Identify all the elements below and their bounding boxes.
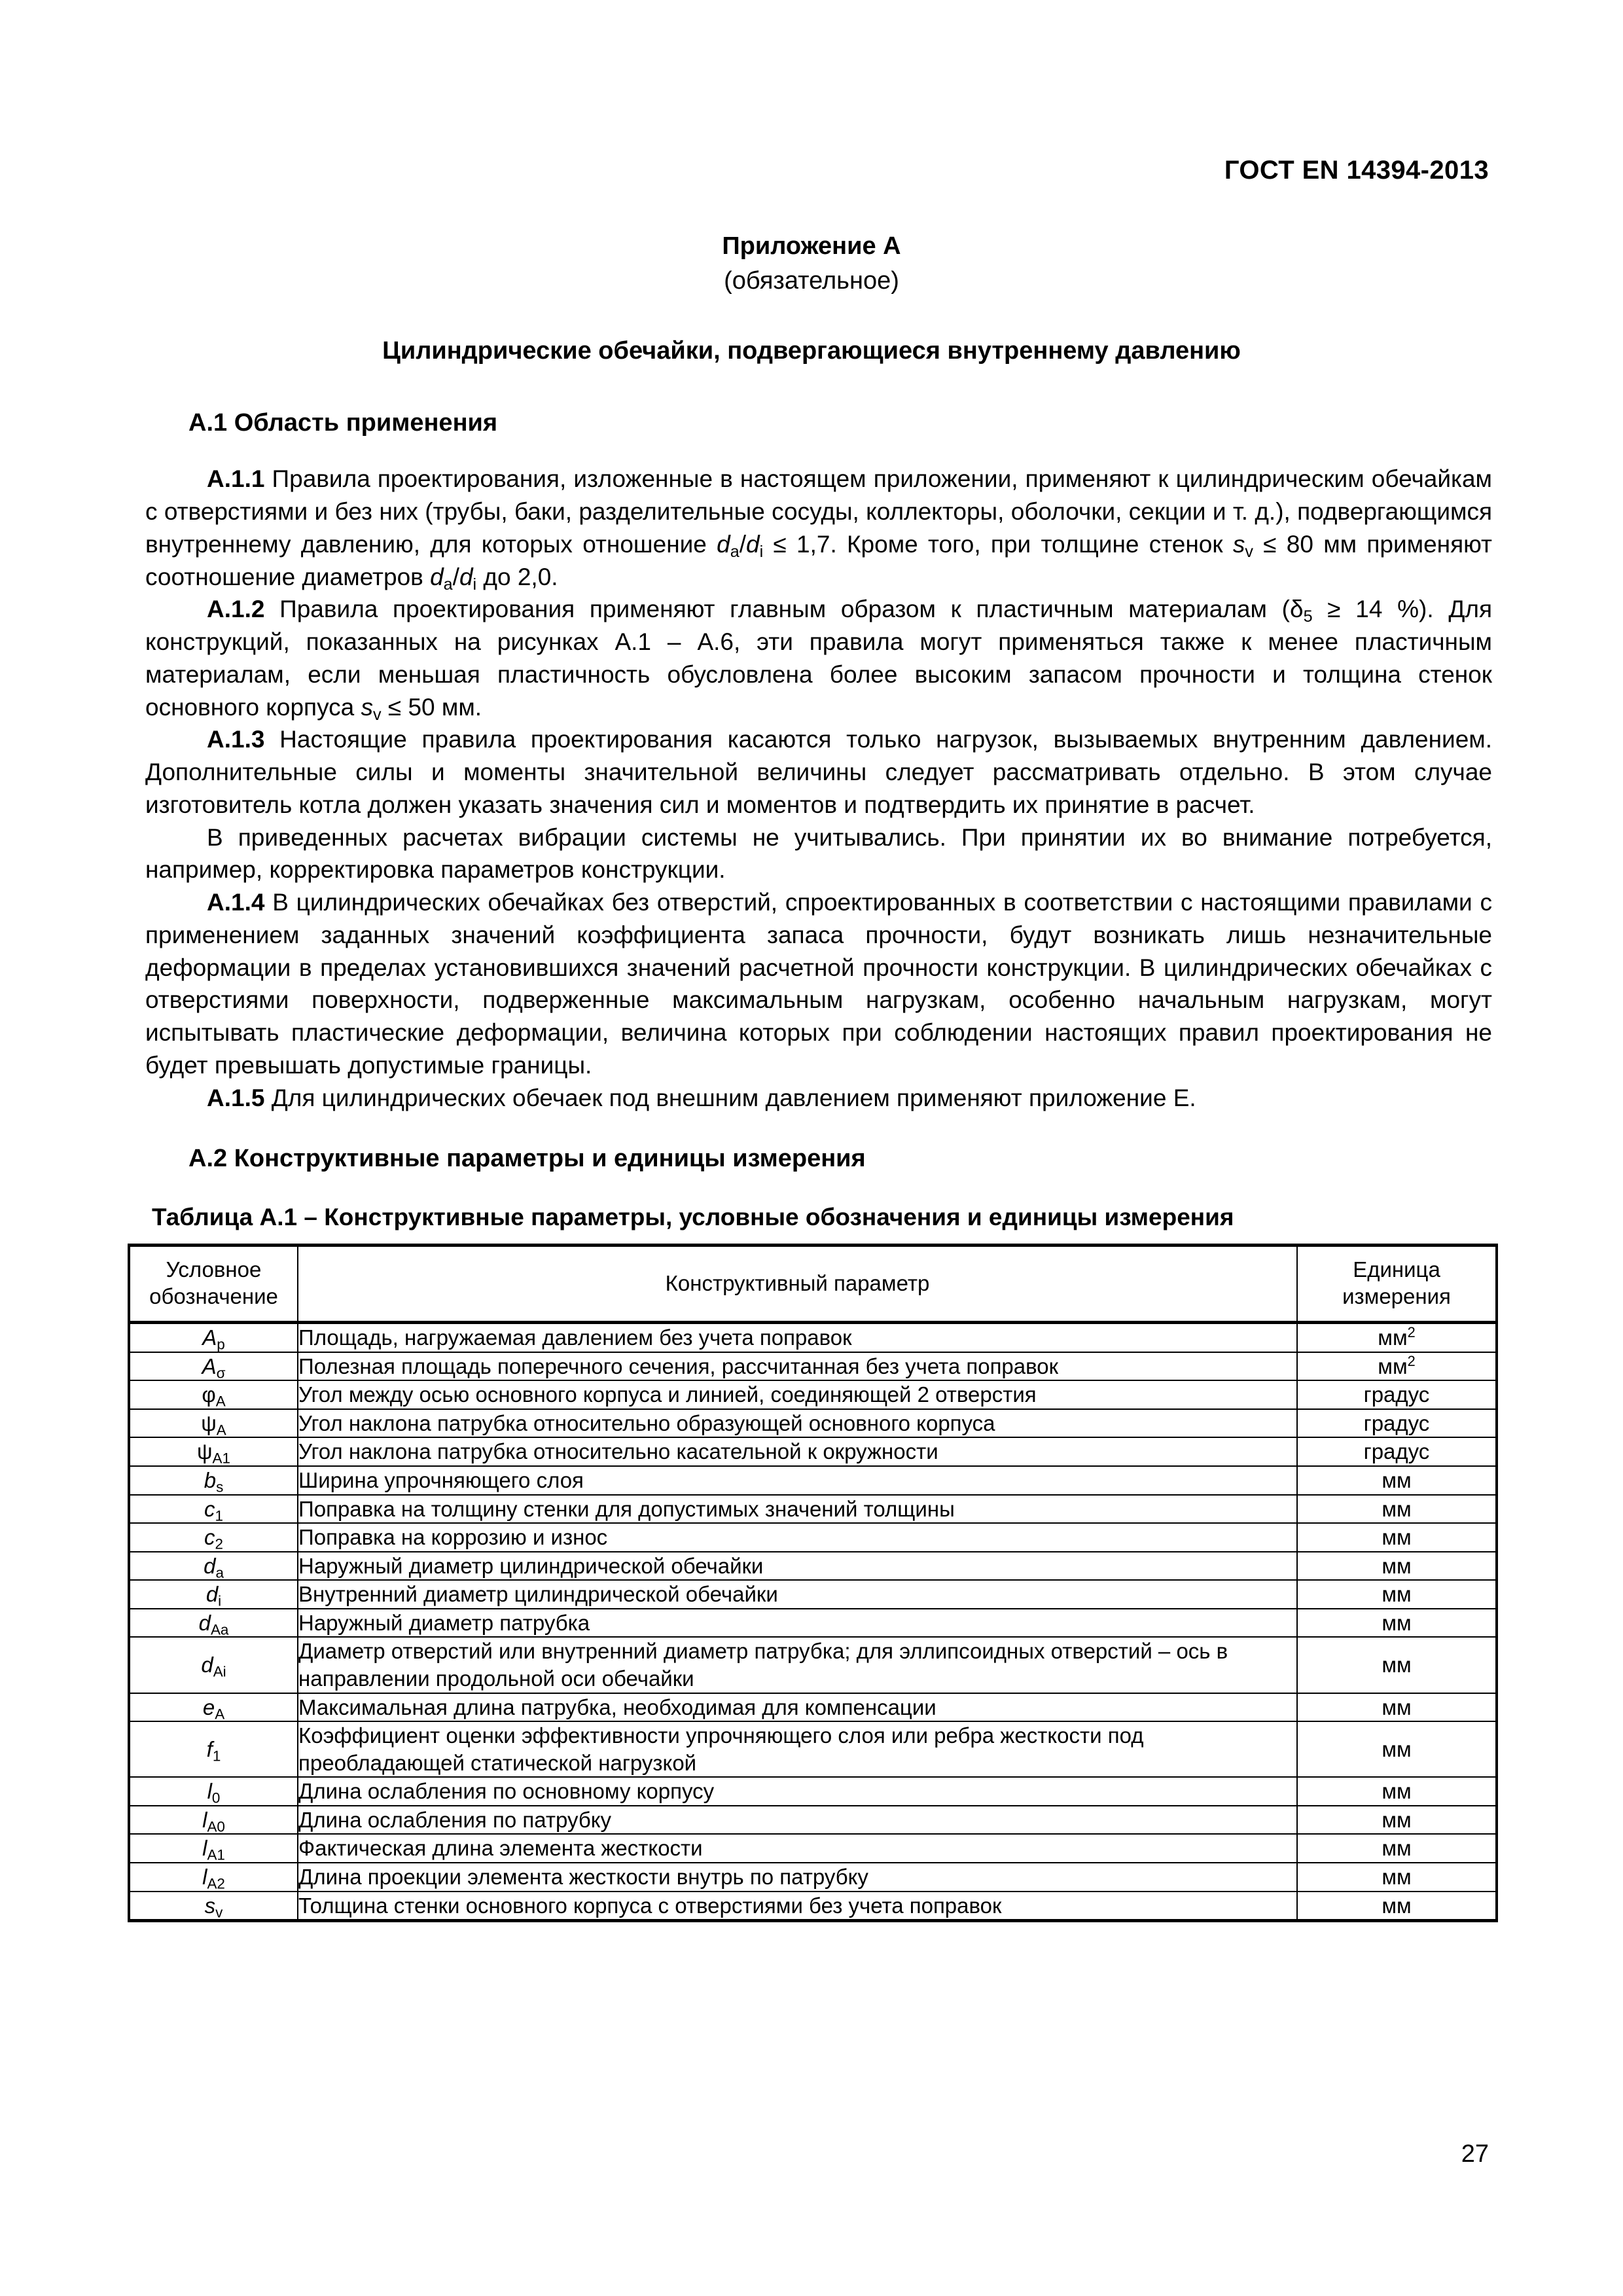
parameter-symbol — [201, 1410, 226, 1439]
parameter-symbol-subscript: 2 — [215, 1535, 223, 1552]
parameter-symbol-subscript: A0 — [207, 1818, 225, 1835]
table-cell-symbol — [129, 1892, 298, 1921]
table-cell-unit — [1297, 1323, 1497, 1352]
table-cell-unit — [1297, 1495, 1497, 1524]
table-cell-symbol — [129, 1806, 298, 1835]
table-cell-unit — [1297, 1380, 1497, 1409]
table-row — [129, 1892, 1497, 1921]
unit-base: градус — [1363, 1410, 1430, 1435]
parameter-symbol-base: l — [202, 1865, 207, 1890]
unit-base: мм — [1382, 1653, 1412, 1677]
parameter-symbol-base: c — [204, 1496, 215, 1521]
table-cell-parameter: Наружный диаметр патрубка — [298, 1609, 1297, 1638]
table-row — [129, 1637, 1497, 1693]
document-body — [145, 393, 1492, 1922]
parameter-symbol-subscript: p — [217, 1336, 225, 1353]
parameter-symbol-base: φ — [202, 1382, 216, 1407]
parameter-symbol-subscript: v — [215, 1903, 223, 1920]
parameter-symbol-subscript: A — [215, 1393, 226, 1410]
parameter-symbol-base: d — [205, 1582, 219, 1607]
paragraph-label-a15: А.1.5 — [207, 1084, 265, 1111]
parameter-symbol — [202, 1807, 225, 1835]
parameter-symbol-subscript: Aa — [210, 1621, 229, 1638]
symbol-di-2-base: d — [459, 563, 473, 590]
table-cell-symbol — [129, 1609, 298, 1638]
unit-base: мм — [1382, 1836, 1412, 1861]
paragraph-a13-continuation: В приведенных расчетах вибрации системы не учитывались. При принятии их во внимание потребуется, например, корректировка параметров конструкции. — [145, 823, 1492, 884]
table-row — [129, 1552, 1497, 1581]
table-cell-symbol — [129, 1380, 298, 1409]
paragraph-a12-text-2: ≥ 14 %). Для конструкций, показанных на рисунках А.1 – А.6, эти правила могут применяться также к менее пластичным материалам, если меньшая пластичность обусловлена более высоким запасом прочности и толщина стенок основного корпуса — [145, 596, 1492, 721]
table-row — [129, 1721, 1497, 1777]
symbol-sv-1 — [1232, 530, 1253, 561]
parameter-symbol-subscript: 0 — [211, 1789, 221, 1806]
parameter-symbol-subscript: Ai — [213, 1663, 226, 1680]
table-cell-parameter: Внутренний диаметр цилиндрической обечайки — [298, 1580, 1297, 1609]
paragraph-a12-text-1: Правила проектирования применяют главным образом к пластичным материалам ( — [264, 596, 1290, 623]
parameter-symbol-base: A — [202, 1354, 217, 1378]
table-row — [129, 1466, 1497, 1495]
table-cell-symbol — [129, 1580, 298, 1609]
table-row — [129, 1352, 1497, 1381]
table-cell-symbol — [129, 1552, 298, 1581]
symbol-da-2-base: d — [430, 563, 444, 590]
table-cell-unit — [1297, 1777, 1497, 1806]
parameters-table — [128, 1244, 1498, 1922]
parameter-symbol — [207, 1779, 221, 1806]
unit-base: мм — [1382, 1736, 1412, 1761]
column-header-parameter: Конструктивный параметр — [298, 1245, 1297, 1322]
table-cell-parameter: Ширина упрочняющего слоя — [298, 1466, 1297, 1495]
symbol-sv-1-base: s — [1232, 530, 1245, 558]
table-cell-symbol — [129, 1323, 298, 1352]
table-row — [129, 1609, 1497, 1638]
table-cell-unit — [1297, 1834, 1497, 1863]
parameter-symbol-subscript: A1 — [207, 1846, 225, 1863]
paragraph-a11-text-2: ≤ 1,7. Кроме того, при толщине стенок — [763, 530, 1233, 558]
table-cell-symbol — [129, 1863, 298, 1892]
parameter-symbol — [198, 1610, 229, 1638]
section-heading-a2: А.2 Конструктивные параметры и единицы измерения — [188, 1145, 866, 1173]
symbol-sv-2 — [361, 693, 382, 724]
paragraph-a15 — [145, 1082, 1492, 1115]
table-cell-parameter: Площадь, нагружаемая давлением без учета поправок — [298, 1323, 1297, 1352]
parameter-symbol — [202, 1836, 225, 1863]
ratio-separator-1: / — [739, 530, 746, 558]
table-cell-unit — [1297, 1806, 1497, 1835]
paragraph-a11-text-3: ≤ 80 мм применяют соотношение диаметров — [145, 530, 1492, 590]
table-cell-parameter: Полезная площадь поперечного сечения, рассчитанная без учета поправок — [298, 1352, 1297, 1381]
unit-base: мм — [1382, 1807, 1412, 1832]
table-cell-parameter: Длина проекции элемента жесткости внутрь по патрубку — [298, 1863, 1297, 1892]
table-cell-unit — [1297, 1466, 1497, 1495]
table-row — [129, 1380, 1497, 1409]
running-header-standard-number: ГОСТ EN 14394-2013 — [1224, 156, 1489, 185]
parameter-symbol — [205, 1893, 223, 1918]
parameter-symbol-base: s — [204, 1893, 216, 1918]
annex-title: Приложение А — [722, 232, 901, 260]
table-cell-unit — [1297, 1523, 1497, 1552]
parameter-symbol-base: d — [198, 1610, 211, 1635]
paragraph-a13 — [145, 723, 1492, 821]
parameter-symbol — [206, 1736, 221, 1765]
parameter-symbol-subscript: A2 — [207, 1875, 225, 1892]
table-cell-parameter: Наружный диаметр цилиндрической обечайки — [298, 1552, 1297, 1581]
parameter-symbol — [205, 1582, 222, 1609]
table-cell-parameter: Максимальная длина патрубка, необходимая для компенсации — [298, 1693, 1297, 1722]
table-head — [129, 1245, 1497, 1322]
paragraph-a11 — [145, 463, 1492, 593]
parameter-symbol-base: c — [204, 1525, 215, 1550]
unit-base: мм — [1382, 1467, 1412, 1492]
unit-base: мм — [1382, 1865, 1412, 1890]
paragraph-a15-text: Для цилиндрических обечаек под внешним давлением применяют приложение Е. — [264, 1084, 1196, 1111]
unit-base: мм — [1382, 1695, 1412, 1719]
unit-base: мм — [1382, 1610, 1412, 1635]
table-cell-symbol — [129, 1693, 298, 1722]
table-cell-parameter: Поправка на коррозию и износ — [298, 1523, 1297, 1552]
symbol-sv-2-sub: v — [373, 705, 382, 724]
table-cell-parameter: Угол наклона патрубка относительно касательной к окружности — [298, 1437, 1297, 1466]
table-cell-parameter: Длина ослабления по патрубку — [298, 1806, 1297, 1835]
table-row — [129, 1323, 1497, 1352]
table-cell-parameter: Угол между осью основного корпуса и линией, соединяющей 2 отверстия — [298, 1380, 1297, 1409]
symbol-delta5 — [1289, 596, 1313, 626]
table-cell-symbol — [129, 1721, 298, 1777]
parameter-symbol-subscript: A1 — [212, 1450, 230, 1467]
parameter-symbol-base: b — [204, 1467, 217, 1492]
column-header-unit: Единица измерения — [1297, 1245, 1497, 1322]
table-cell-parameter: Поправка на толщину стенки для допустимых значений толщины — [298, 1495, 1297, 1524]
table-cell-parameter: Диаметр отверстий или внутренний диаметр патрубка; для эллипсоидных отверстий – ось в направлении продольной оси обечайки — [298, 1637, 1297, 1693]
unit-base: мм — [1382, 1582, 1412, 1607]
unit-base: мм — [1382, 1779, 1412, 1804]
parameter-symbol — [197, 1439, 230, 1467]
table-header-row — [129, 1245, 1497, 1322]
annex-heading: Цилиндрические обечайки, подвергающиеся внутреннему давлению — [382, 337, 1241, 365]
parameter-symbol-base: f — [206, 1736, 213, 1761]
table-cell-symbol — [129, 1495, 298, 1524]
table-row — [129, 1834, 1497, 1863]
symbol-delta5-base: δ — [1289, 596, 1304, 623]
symbol-da-1-base: d — [717, 530, 730, 558]
paragraph-label-a12: А.1.2 — [207, 596, 265, 623]
table-row — [129, 1806, 1497, 1835]
paragraph-label-a13: А.1.3 — [207, 726, 265, 753]
parameter-symbol — [202, 1354, 226, 1381]
table-cell-symbol — [129, 1834, 298, 1863]
table-cell-unit — [1297, 1609, 1497, 1638]
table-row — [129, 1863, 1497, 1892]
table-cell-parameter: Угол наклона патрубка относительно образующей основного корпуса — [298, 1409, 1297, 1438]
parameter-symbol-subscript: σ — [216, 1364, 226, 1381]
ratio-separator-2: / — [452, 563, 459, 590]
symbol-di-1 — [746, 530, 764, 561]
paragraph-a12 — [145, 593, 1492, 723]
unit-base: мм — [1378, 1325, 1408, 1350]
symbol-di-2-sub: i — [473, 575, 477, 594]
parameter-symbol — [204, 1496, 223, 1524]
unit-base: мм — [1382, 1525, 1412, 1550]
parameter-symbol — [202, 1325, 225, 1353]
table-caption: Таблица А.1 – Конструктивные параметры, условные обозначения и единицы измерения — [152, 1203, 1234, 1230]
parameter-symbol-subscript: 1 — [212, 1748, 221, 1765]
table-row — [129, 1580, 1497, 1609]
table-cell-symbol — [129, 1437, 298, 1466]
table-row — [129, 1777, 1497, 1806]
parameter-symbol-subscript: i — [218, 1592, 222, 1609]
unit-base: мм — [1382, 1496, 1412, 1521]
symbol-delta5-sub: 5 — [1303, 607, 1313, 626]
unit-exponent: 2 — [1407, 1324, 1416, 1341]
unit-exponent: 2 — [1407, 1352, 1416, 1369]
paragraph-a12-text-3: ≤ 50 мм. — [381, 693, 482, 721]
parameter-symbol-base: ψ — [197, 1439, 213, 1464]
paragraph-a14 — [145, 886, 1492, 1082]
parameter-symbol — [202, 1865, 225, 1892]
table-cell-unit — [1297, 1693, 1497, 1722]
table-cell-parameter: Толщина стенки основного корпуса с отверстиями без учета поправок — [298, 1892, 1297, 1921]
symbol-sv-2-base: s — [361, 693, 374, 721]
parameter-symbol-subscript: 1 — [215, 1507, 223, 1524]
symbol-di-1-base: d — [746, 530, 760, 558]
table-row — [129, 1437, 1497, 1466]
paragraph-a14-text: В цилиндрических обечайках без отверстий, спроектированных в соответствии с настоящими правилами с применением заданных значений коэффициента запаса прочности, будут возникать лишь незначительные деформации в пределах установившихся значений расчетной прочности конструкции. В цилиндрических обечайках с отверстиями поверхности, подверженные максимальным нагрузкам, особенно начальным нагрузкам, могут испытывать пластические деформации, величина которых при соблюдении настоящих правил проектирования не будет превышать допустимые границы. — [145, 889, 1492, 1079]
table-cell-parameter: Фактическая длина элемента жесткости — [298, 1834, 1297, 1863]
parameter-symbol-base: l — [207, 1779, 212, 1804]
unit-base: мм — [1382, 1893, 1412, 1918]
section-heading-a1: А.1 Область применения — [188, 409, 498, 437]
table-cell-unit — [1297, 1637, 1497, 1693]
table-cell-symbol — [129, 1777, 298, 1806]
parameter-symbol — [204, 1553, 224, 1581]
paragraph-a13-text: Настоящие правила проектирования касаются только нагрузок, вызываемых внутренним давлением. Дополнительные силы и моменты значительной величины следует рассматривать отдельно. В этом случае изготовитель котла должен указать значения сил и моментов и подтвердить их принятие в расчет. — [145, 726, 1492, 818]
table-cell-unit — [1297, 1552, 1497, 1581]
annex-title-block — [0, 230, 1623, 296]
parameter-symbol-base: ψ — [201, 1410, 217, 1435]
table-body — [129, 1323, 1497, 1921]
parameter-symbol-base: l — [202, 1807, 207, 1832]
table-row — [129, 1523, 1497, 1552]
parameter-symbol-subscript: A — [216, 1422, 226, 1439]
table-cell-parameter: Коэффициент оценки эффективности упрочняющего слоя или ребра жесткости под преобладающей статической нагрузкой — [298, 1721, 1297, 1777]
table-row — [129, 1409, 1497, 1438]
parameter-symbol-subscript: A — [215, 1705, 225, 1722]
table-cell-unit — [1297, 1409, 1497, 1438]
parameter-symbol-base: d — [204, 1553, 216, 1578]
table-cell-unit — [1297, 1352, 1497, 1381]
table-cell-unit — [1297, 1721, 1497, 1777]
table-cell-symbol — [129, 1409, 298, 1438]
parameter-symbol — [202, 1695, 225, 1722]
unit-base: мм — [1378, 1354, 1408, 1378]
parameter-symbol-base: A — [202, 1325, 217, 1350]
table-row — [129, 1693, 1497, 1722]
parameter-symbol-base: d — [201, 1653, 213, 1677]
table-cell-symbol — [129, 1466, 298, 1495]
unit-base: градус — [1363, 1439, 1430, 1464]
parameter-symbol — [202, 1382, 226, 1410]
table-cell-unit — [1297, 1437, 1497, 1466]
table-cell-symbol — [129, 1523, 298, 1552]
symbol-di-1-sub: i — [759, 542, 764, 561]
symbol-da-1-sub: a — [730, 542, 740, 561]
paragraph-a11-text-1: Правила проектирования, изложенные в настоящем приложении, применяют к цилиндрическим обечайкам с отверстиями и без них (трубы, баки, разделительные сосуды, коллекторы, оболочки, секции и т. д.), подвергающимся внутреннему давлению, для которых отношение — [145, 465, 1492, 558]
symbol-sv-1-sub: v — [1245, 542, 1253, 561]
table-cell-unit — [1297, 1892, 1497, 1921]
annex-status: (обязательное) — [724, 266, 899, 295]
unit-base: мм — [1382, 1553, 1412, 1578]
table-cell-parameter: Длина ослабления по основному корпусу — [298, 1777, 1297, 1806]
parameter-symbol-subscript: s — [216, 1479, 224, 1496]
paragraph-label-a11: А.1.1 — [207, 465, 265, 493]
parameter-symbol — [201, 1653, 226, 1680]
paragraph-a11-text-4: до 2,0. — [476, 563, 558, 590]
table-cell-symbol — [129, 1352, 298, 1381]
symbol-da-2-sub: a — [443, 575, 453, 594]
parameter-symbol-base: e — [202, 1695, 215, 1719]
paragraph-label-a14: А.1.4 — [207, 889, 265, 916]
unit-base: градус — [1363, 1382, 1430, 1407]
page-number: 27 — [1461, 2140, 1489, 2168]
table-cell-symbol — [129, 1637, 298, 1693]
parameter-symbol — [204, 1525, 223, 1552]
symbol-da-2 — [430, 563, 453, 594]
table-cell-unit — [1297, 1863, 1497, 1892]
symbol-di-2 — [459, 563, 477, 594]
parameter-symbol-base: l — [202, 1836, 207, 1861]
symbol-da-1 — [717, 530, 740, 561]
table-cell-unit — [1297, 1580, 1497, 1609]
parameter-symbol — [204, 1467, 224, 1496]
parameter-symbol-subscript: a — [215, 1564, 224, 1581]
column-header-symbol: Условное обозначение — [129, 1245, 298, 1322]
table-row — [129, 1495, 1497, 1524]
